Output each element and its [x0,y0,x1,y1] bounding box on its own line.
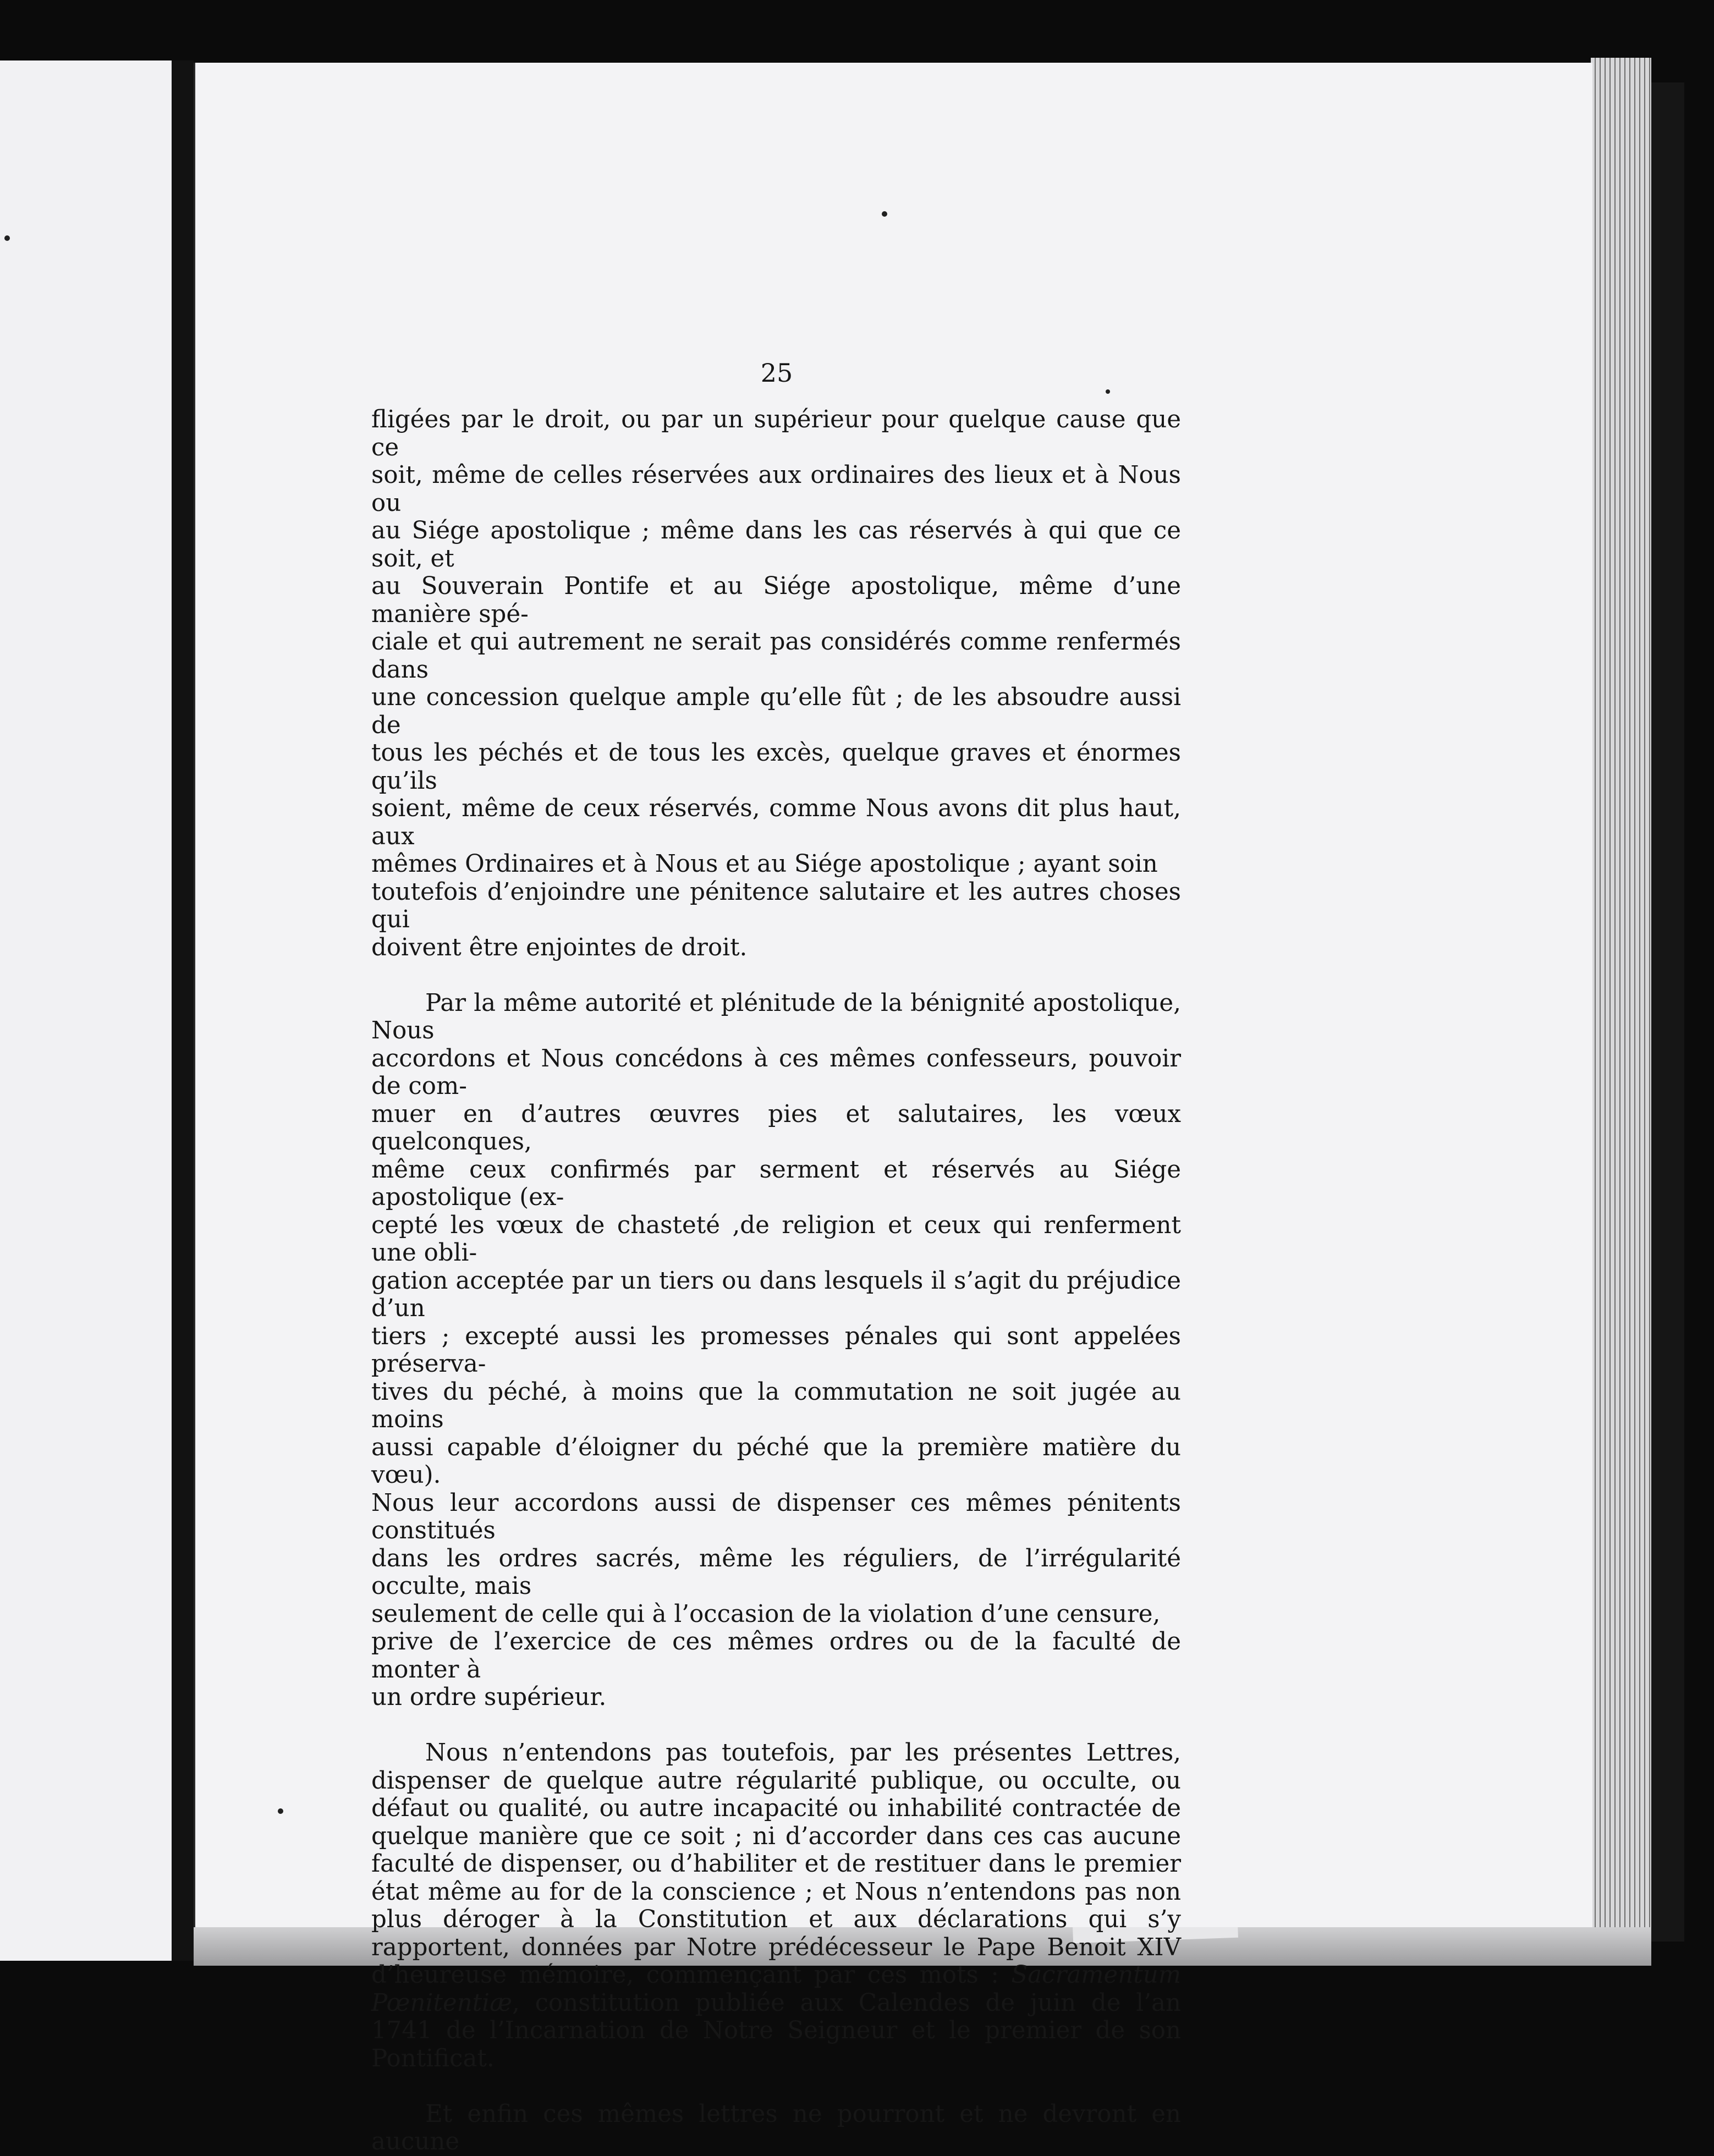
text-line: soit, même de celles réservées aux ordinaires des lieux et à Nous ou [371,461,1181,517]
constitution-title: Sacramentum Pœnitentiæ [371,1961,1181,2017]
text-line: une concession quelque ample qu’elle fût ; de les absoudre aussi de [371,684,1181,739]
text-line: un ordre supérieur. [371,1684,607,1711]
text-line: cepté les vœux de chasteté ,de religion et ceux qui renferment une obli- [371,1211,1181,1267]
paragraph-commutation [371,989,1181,1712]
left-page-margin [0,61,172,1961]
scan-speck [278,1808,283,1814]
text-line: tives du péché, à moins que la commutation ne soit jugée au moins [371,1378,1181,1433]
book-edge-shadow [1651,82,1684,1942]
text-line: mêmes Ordinaires et à Nous et au Siége apostolique ; ayant soin [371,850,1158,878]
page-stack-edges [1591,58,1651,1939]
paragraph-continued [371,406,1181,961]
text-line: fligées par le droit, ou par un supérieur pour quelque cause que ce [371,406,1181,461]
text-line: au Siége apostolique ; même dans les cas réservés à qui que ce soit, et [371,517,1181,573]
page-text [371,406,1181,2156]
text-line: Nous leur accordons aussi de dispenser ces mêmes pénitents constitués [371,1489,1181,1544]
text-line: au Souverain Pontife et au Siége apostolique, même d’une manière spé- [371,573,1181,628]
text-line: dans les ordres sacrés, même les réguliers, de l’irrégularité occulte, mais [371,1544,1181,1600]
scan-speck [1106,389,1110,394]
text-line: seulement de celle qui à l’occasion de la violation d’une censure, [371,1600,1161,1628]
book-gutter [172,61,194,1961]
paragraph-text-after-title: , constitution publiée aux Calendes de juin de l’an 1741 de l’Incarnation de Notre Seigneur et le premier de son Pontificat. [371,1989,1181,2072]
text-line: prive de l’exercice de ces mêmes ordres ou de la faculté de monter à [371,1628,1181,1684]
text-line: Et enfin ces mêmes lettres ne pourront et ne devront en aucune [371,2100,1181,2155]
text-line: toutefois d’enjoindre une pénitence salutaire et les autres choses qui [371,878,1181,933]
text-line: tous les péchés et de tous les excès, quelque graves et énormes qu’ils [371,739,1181,795]
text-line: Par la même autorité et plénitude de la bénignité apostolique, Nous [371,989,1181,1044]
text-line: tiers ; excepté aussi les promesses pénales qui sont appelées préserva- [371,1322,1181,1378]
text-line: ciale et qui autrement ne serait pas considérés comme renfermés dans [371,628,1181,684]
text-line: muer en d’autres œuvres pies et salutaires, les vœux quelconques, [371,1100,1181,1156]
text-line: doivent être enjointes de droit. [371,933,748,961]
paragraph-exceptions [371,1739,1181,2072]
page-number: 25 [760,358,793,388]
scan-speck [4,235,10,241]
paragraph-text-before-title: Nous n’entendons pas toutefois, par les présentes Lettres, dispenser de quelque autre régularité publique, ou occulte, ou défaut ou qualité, ou autre incapacité ou inhabilité contractée de quelque manière que ce soit ; ni d’accorder dans ces cas aucune faculté de dispenser, ou d’habiliter et de restituer dans le premier état même au for de la conscience ; et Nous n’entendons pas non plus déroger à la Constitution et aux déclarations qui s’y rapportent, données par Notre prédécesseur le Pape Benoit XIV d’heureuse mémoire, commençant par ces mots : [371,1739,1181,1989]
text-line: soient, même de ceux réservés, comme Nous avons dit plus haut, aux [371,795,1181,850]
paragraph-final [371,2100,1181,2156]
text-line: aussi capable d’éloigner du péché que la première matière du vœu). [371,1433,1181,1489]
scan-speck [882,211,887,217]
text-line: accordons et Nous concédons à ces mêmes confesseurs, pouvoir de com- [371,1044,1181,1100]
text-line: même ceux confirmés par serment et réservés au Siége apostolique (ex- [371,1156,1181,1211]
text-line: gation acceptée par un tiers ou dans lesquels il s’agit du préjudice d’un [371,1267,1181,1322]
